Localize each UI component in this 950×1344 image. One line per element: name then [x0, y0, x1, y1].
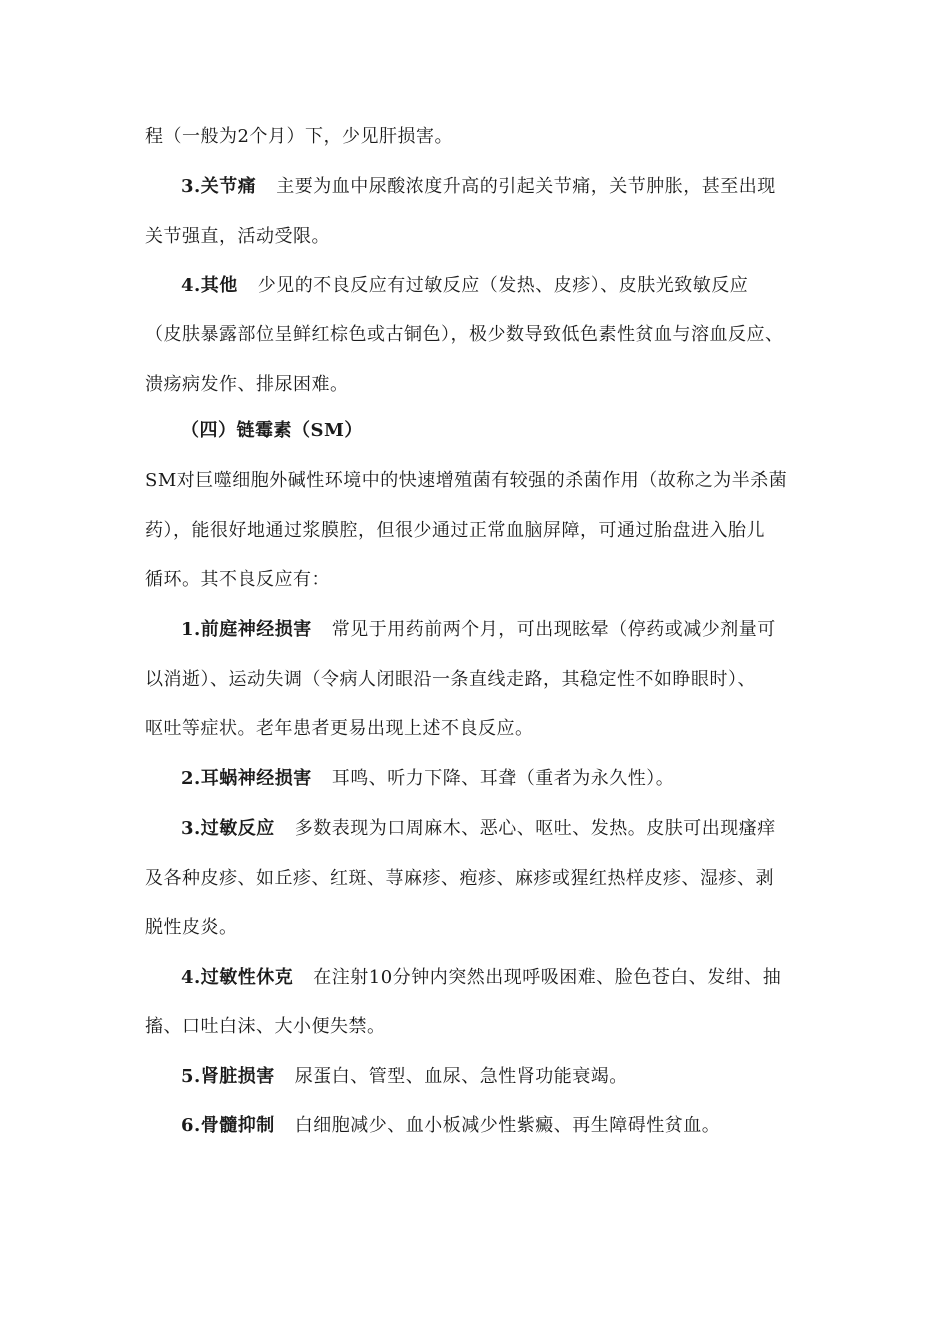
paragraph-text: 白细胞减少、血小板减少性紫癜、再生障碍性贫血。 — [294, 1115, 721, 1136]
item-heading: 4.其他 — [181, 275, 238, 296]
paragraph-text: 以消逝）、运动失调（令病人闭眼沿一条直线走路，其稳定性不如睁眼时）、 — [145, 669, 756, 690]
paragraph-text: 溃疡病发作、排尿困难。 — [145, 374, 349, 395]
text-line — [181, 174, 776, 200]
paragraph-text: 循环。其不良反应有： — [145, 569, 330, 590]
paragraph-text: 药），能很好地通过浆膜腔，但很少通过正常血脑屏障，可通过胎盘进入胎儿 — [145, 520, 765, 541]
paragraph-text: 呕吐等症状。老年患者更易出现上述不良反应。 — [145, 718, 534, 739]
item-heading: 2.耳蜗神经损害 — [181, 768, 312, 789]
text-line — [145, 322, 784, 348]
paragraph-text: 程（一般为2个月）下，少见肝损害。 — [145, 126, 453, 147]
paragraph-text: （皮肤暴露部位呈鲜红棕色或古铜色），极少数导致低色素性贫血与溶血反应、 — [145, 324, 784, 345]
text-line — [145, 716, 534, 742]
item-heading: 3.关节痛 — [181, 176, 257, 197]
paragraph-text: SM对巨噬细胞外碱性环境中的快速增殖菌有较强的杀菌作用（故称之为半杀菌 — [145, 470, 788, 491]
paragraph-text: 尿蛋白、管型、血尿、急性肾功能衰竭。 — [294, 1066, 628, 1087]
paragraph-text: 搐、口吐白沫、大小便失禁。 — [145, 1016, 386, 1037]
text-line — [181, 273, 748, 299]
item-heading: 4.过敏性休克 — [181, 967, 294, 988]
paragraph-text: 常见于用药前两个月，可出现眩晕（停药或减少剂量可 — [331, 619, 776, 640]
text-line — [145, 372, 349, 398]
section-title: （四）链霉素（SM） — [181, 420, 363, 441]
text-line — [145, 468, 787, 494]
text-line — [181, 1064, 628, 1090]
paragraph-text: 耳鸣、听力下降、耳聋（重者为永久性）。 — [331, 768, 675, 789]
text-line — [145, 224, 330, 250]
text-line — [145, 1014, 386, 1040]
paragraph-text: 脱性皮炎。 — [145, 917, 238, 938]
text-line — [145, 518, 765, 544]
paragraph-text: 关节强直，活动受限。 — [145, 226, 330, 247]
item-heading: 5.肾脏损害 — [181, 1066, 275, 1087]
text-line — [145, 567, 330, 593]
paragraph-text: 多数表现为口周麻木、恶心、呕吐、发热。皮肤可出现瘙痒 — [294, 818, 776, 839]
paragraph-text: 主要为血中尿酸浓度升高的引起关节痛，关节肿胀，甚至出现 — [276, 176, 776, 197]
paragraph-text: 在注射10分钟内突然出现呼吸困难、脸色苍白、发绀、抽 — [313, 967, 782, 988]
item-heading: 1.前庭神经损害 — [181, 619, 312, 640]
text-line — [145, 915, 238, 941]
text-line — [181, 816, 776, 842]
text-line — [181, 965, 781, 991]
item-heading: 6.骨髓抑制 — [181, 1115, 275, 1136]
item-heading: 3.过敏反应 — [181, 818, 275, 839]
text-line — [181, 617, 776, 643]
text-line — [145, 667, 756, 693]
paragraph-text: 及各种皮疹、如丘疹、红斑、荨麻疹、疱疹、麻疹或猩红热样皮疹、湿疹、剥 — [145, 868, 774, 889]
section-heading — [181, 418, 363, 444]
text-line — [181, 1113, 720, 1139]
text-line — [145, 124, 453, 150]
paragraph-text: 少见的不良反应有过敏反应（发热、皮疹）、皮肤光致敏反应 — [257, 275, 749, 296]
text-line — [181, 766, 674, 792]
text-line — [145, 866, 774, 892]
